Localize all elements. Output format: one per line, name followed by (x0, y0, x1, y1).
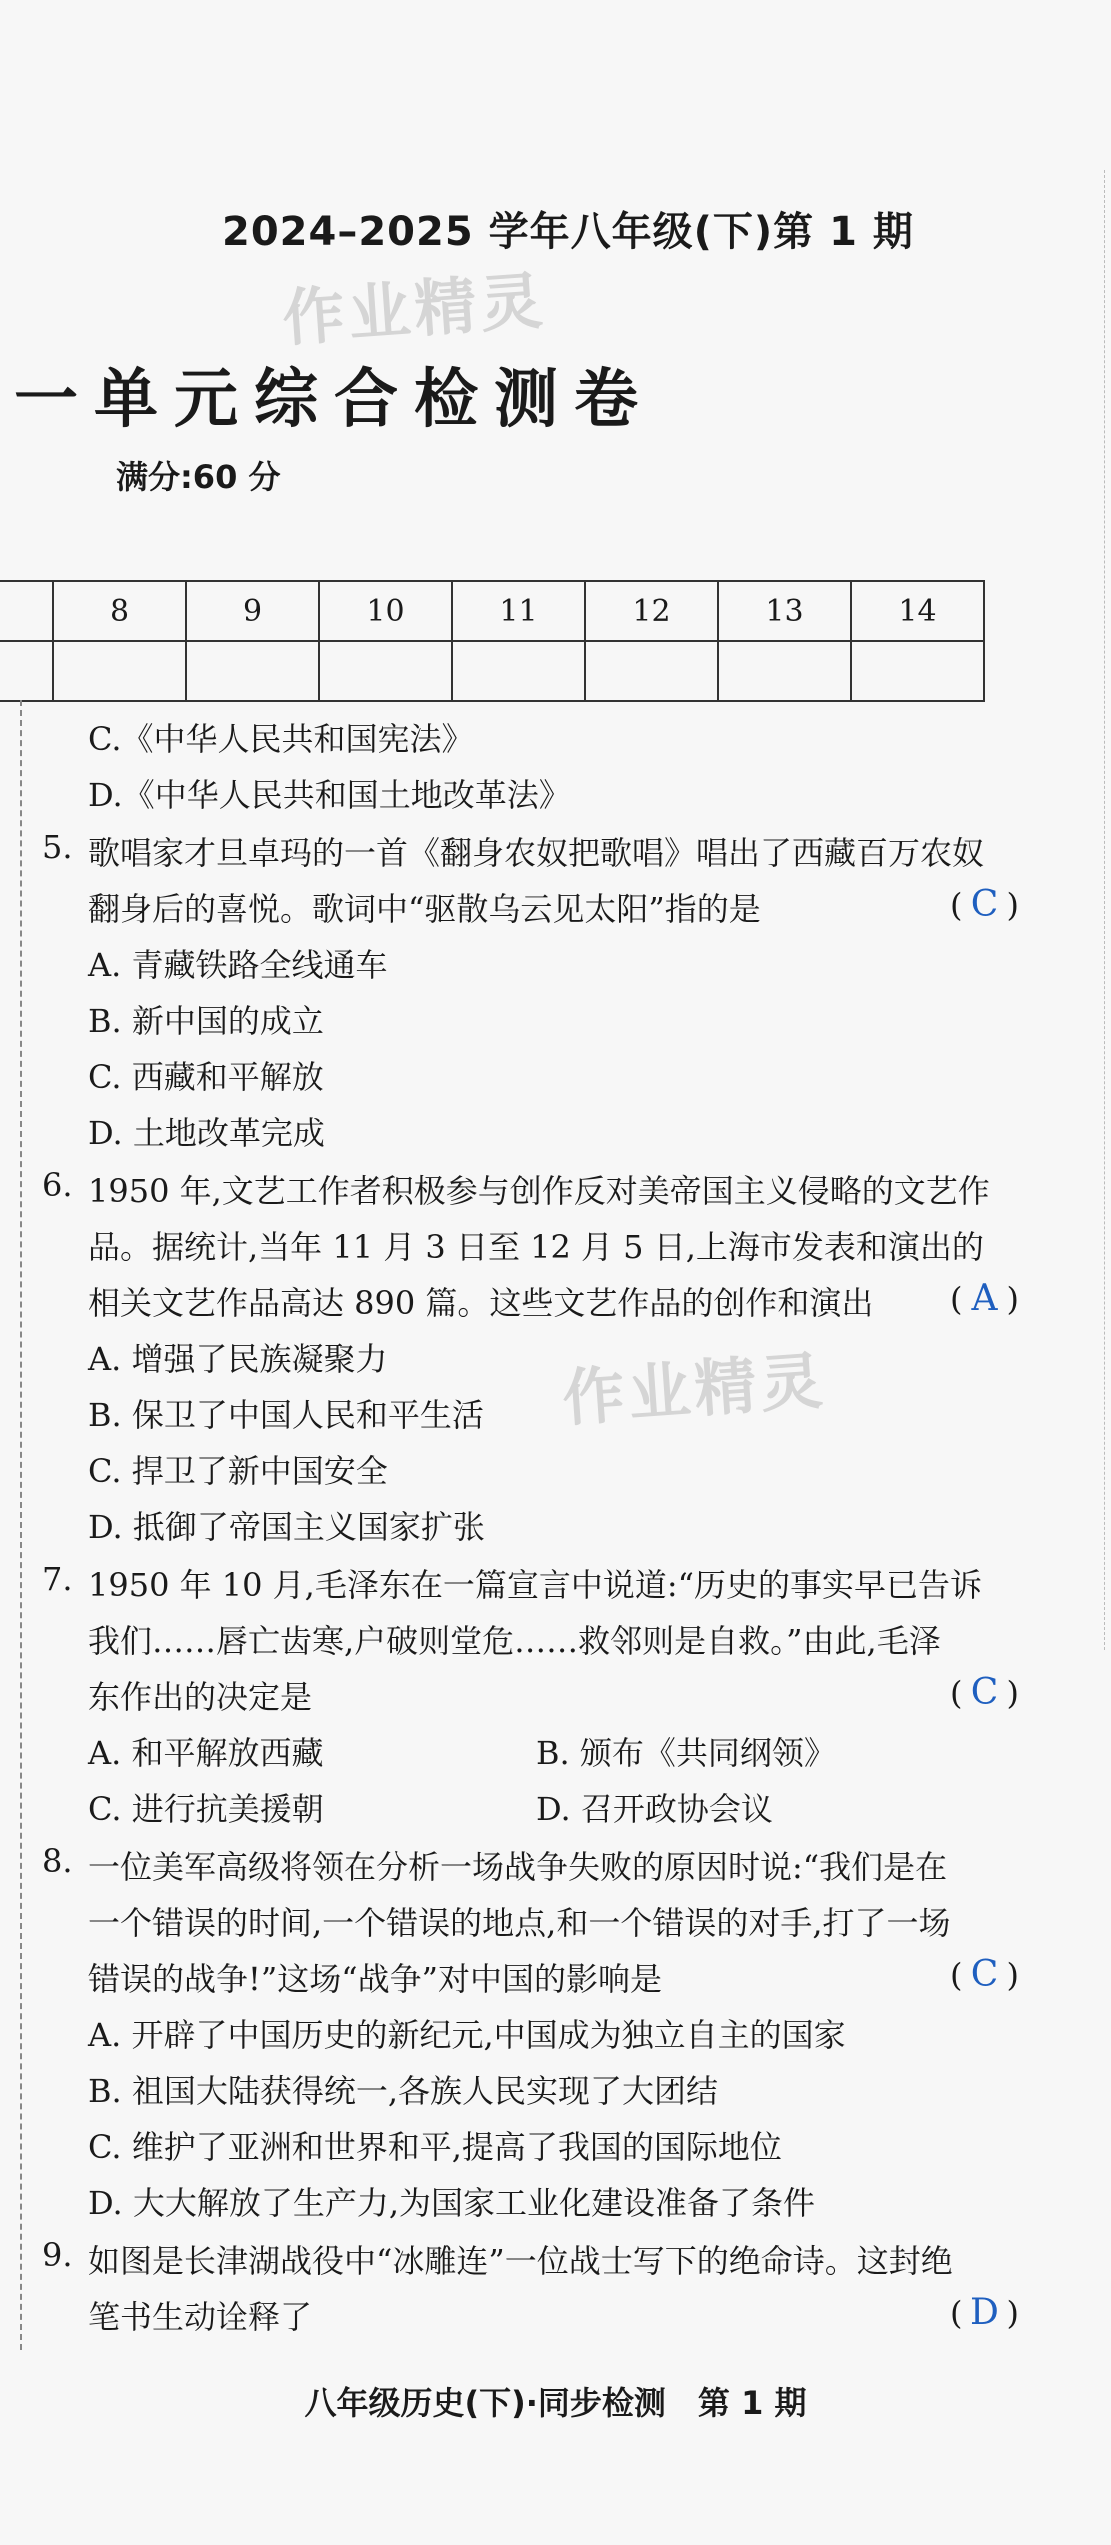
answer-table-cell[interactable] (851, 641, 984, 701)
option-c: C. 捍卫了新中国安全 (88, 1452, 388, 1490)
bracket-open: ( (950, 1674, 963, 1712)
answer-table-number-row (0, 581, 984, 641)
binding-line (20, 700, 22, 2350)
option-b: B. 新中国的成立 (88, 1002, 324, 1040)
question-number: 8. (42, 1842, 73, 1880)
question-stem: 错误的战争!”这场“战争”对中国的影响是 (88, 1960, 662, 1998)
answer-table-number: 11 (452, 581, 585, 641)
answer-letter: C (970, 1954, 999, 1995)
answer-letter: C (970, 1672, 999, 1713)
answer-bracket (950, 1278, 1019, 1319)
answer-table-cell[interactable] (319, 641, 452, 701)
answer-table-number: 14 (851, 581, 984, 641)
issue-line: 2024–2025 学年八年级(下)第 1 期 (222, 209, 914, 255)
question-stem: 品。据统计,当年 11 月 3 日至 12 月 5 日,上海市发表和演出的 (88, 1228, 984, 1266)
answer-table-answer-row (0, 641, 984, 701)
bracket-close: ) (1006, 1280, 1019, 1318)
answer-letter: D (970, 2292, 999, 2333)
question-stem: 1950 年 10 月,毛泽东在一篇宣言中说道:“历史的事实早已告诉 (88, 1566, 982, 1604)
page-edge-line (1104, 170, 1105, 1650)
watermark: 作业精灵 (280, 263, 549, 356)
answer-bracket (950, 1954, 1019, 1995)
question-stem: 1950 年,文艺工作者积极参与创作反对美帝国主义侵略的文艺作 (88, 1172, 990, 1210)
answer-table-cell (0, 641, 53, 701)
option-text: C.《中华人民共和国宪法》 (88, 720, 474, 758)
question-number: 6. (42, 1166, 73, 1204)
answer-table-cell[interactable] (585, 641, 718, 701)
bracket-open: ( (950, 2294, 963, 2332)
bracket-open: ( (950, 1956, 963, 1994)
answer-table-cell (0, 581, 53, 641)
unit-title: 一单元综合检测卷 (14, 363, 654, 437)
answer-bracket (950, 1672, 1019, 1713)
answer-bracket (950, 884, 1019, 925)
full-score: 满分:60 分 (116, 458, 281, 496)
option-b: B. 祖国大陆获得统一,各族人民实现了大团结 (88, 2072, 719, 2110)
question-stem: 笔书生动诠释了 (88, 2298, 313, 2336)
option-c: C. 维护了亚洲和世界和平,提高了我国的国际地位 (88, 2128, 782, 2166)
answer-table-cell[interactable] (718, 641, 851, 701)
option-b: B. 颁布《共同纲领》 (536, 1734, 836, 1772)
bracket-close: ) (1006, 886, 1019, 924)
question-stem: 东作出的决定是 (88, 1678, 313, 1716)
bracket-open: ( (950, 1280, 963, 1318)
question-stem: 翻身后的喜悦。歌词中“驱散乌云见太阳”指的是 (88, 890, 761, 928)
answer-table-cell[interactable] (452, 641, 585, 701)
answer-table-cell[interactable] (53, 641, 186, 701)
option-text: D.《中华人民共和国土地改革法》 (88, 776, 571, 814)
option-d: D. 召开政协会议 (536, 1790, 773, 1828)
bracket-close: ) (1006, 2294, 1019, 2332)
answer-table-number: 13 (718, 581, 851, 641)
option-b: B. 保卫了中国人民和平生活 (88, 1396, 484, 1434)
answer-bracket (950, 2292, 1019, 2333)
answer-table-number: 8 (53, 581, 186, 641)
question-number: 9. (42, 2236, 73, 2274)
option-a: A. 开辟了中国历史的新纪元,中国成为独立自主的国家 (88, 2016, 846, 2054)
answer-letter: A (971, 1278, 998, 1319)
page-footer: 八年级历史(下)·同步检测 第 1 期 (304, 2384, 807, 2422)
answer-table-number: 9 (186, 581, 319, 641)
question-stem: 歌唱家才旦卓玛的一首《翻身农奴把歌唱》唱出了西藏百万农奴 (88, 834, 985, 872)
answer-table-number: 12 (585, 581, 718, 641)
question-stem: 一位美军高级将领在分析一场战争失败的原因时说:“我们是在 (88, 1848, 948, 1886)
bracket-close: ) (1006, 1674, 1019, 1712)
bracket-open: ( (950, 886, 963, 924)
option-d: D. 土地改革完成 (88, 1114, 325, 1152)
question-stem: 一个错误的时间,一个错误的地点,和一个错误的对手,打了一场 (88, 1904, 951, 1942)
option-a: A. 青藏铁路全线通车 (88, 946, 388, 984)
question-stem: 我们……唇亡齿寒,户破则堂危……救邻则是自救。”由此,毛泽 (88, 1622, 941, 1660)
question-stem: 相关文艺作品高达 890 篇。这些文艺作品的创作和演出 (88, 1284, 874, 1322)
answer-letter: C (970, 884, 999, 925)
option-c: C. 进行抗美援朝 (88, 1790, 324, 1828)
question-stem: 如图是长津湖战役中“冰雕连”一位战士写下的绝命诗。这封绝 (88, 2242, 953, 2280)
option-d: D. 大大解放了生产力,为国家工业化建设准备了条件 (88, 2184, 816, 2222)
option-a: A. 和平解放西藏 (88, 1734, 324, 1772)
question-number: 5. (42, 828, 73, 866)
option-d: D. 抵御了帝国主义国家扩张 (88, 1508, 485, 1546)
answer-table (0, 580, 985, 702)
answer-table-number: 10 (319, 581, 452, 641)
question-number: 7. (42, 1560, 73, 1598)
watermark: 作业精灵 (560, 1343, 829, 1436)
option-c: C. 西藏和平解放 (88, 1058, 324, 1096)
option-a: A. 增强了民族凝聚力 (88, 1340, 388, 1378)
bracket-close: ) (1006, 1956, 1019, 1994)
answer-table-cell[interactable] (186, 641, 319, 701)
